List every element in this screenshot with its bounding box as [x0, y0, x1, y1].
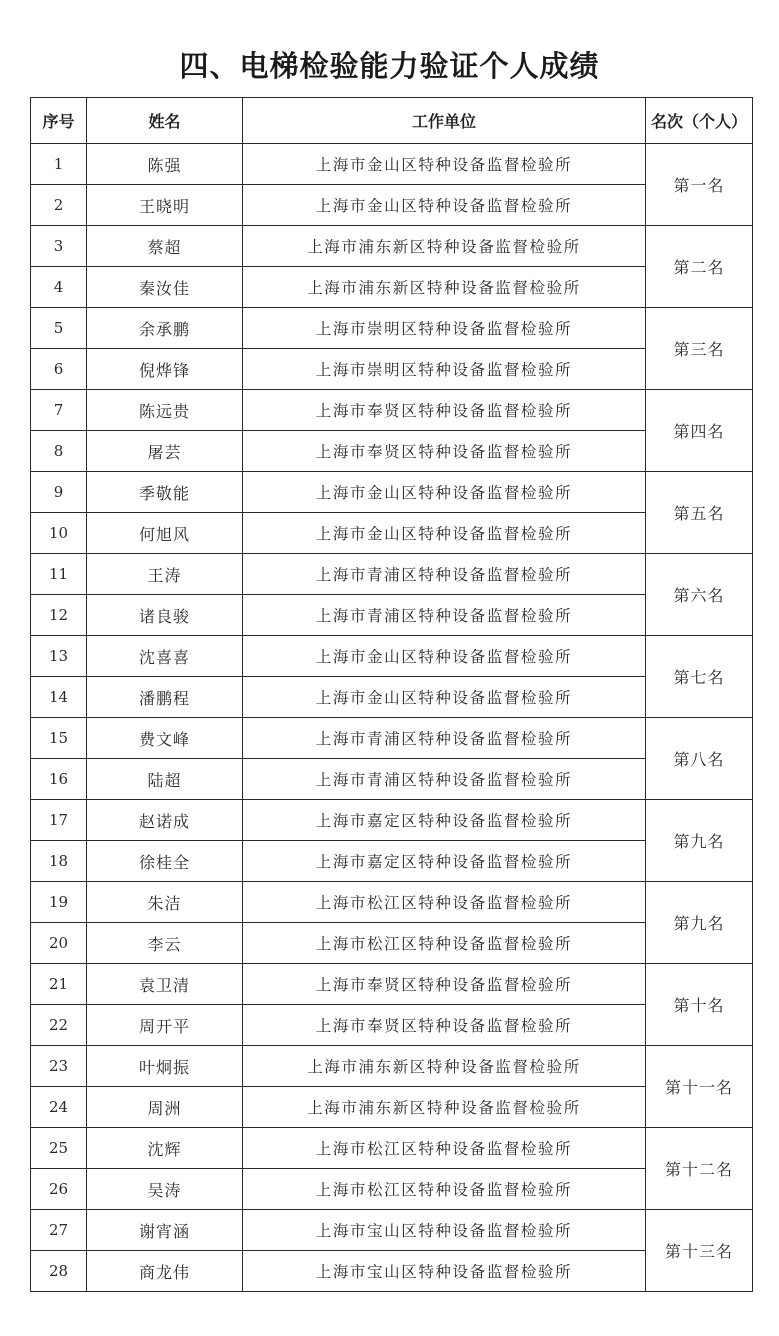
- seq-cell: 26: [31, 1169, 87, 1210]
- unit-cell: 上海市崇明区特种设备监督检验所: [243, 349, 646, 390]
- table-row: [31, 1210, 753, 1251]
- rank-cell: 第一名: [646, 144, 753, 226]
- table-row: [31, 185, 753, 226]
- name-cell: 季敬能: [87, 472, 243, 513]
- table-row: [31, 226, 753, 267]
- table-row: [31, 1005, 753, 1046]
- rank-cell: 第三名: [646, 308, 753, 390]
- name-cell: 陆超: [87, 759, 243, 800]
- name-cell: 潘鹏程: [87, 677, 243, 718]
- table-row: [31, 1128, 753, 1169]
- name-cell: 谢宵涵: [87, 1210, 243, 1251]
- seq-cell: 14: [31, 677, 87, 718]
- rank-cell: 第九名: [646, 882, 753, 964]
- unit-cell: 上海市奉贤区特种设备监督检验所: [243, 431, 646, 472]
- table-header-row: [31, 98, 753, 144]
- name-cell: 徐桂全: [87, 841, 243, 882]
- unit-cell: 上海市金山区特种设备监督检验所: [243, 677, 646, 718]
- name-cell: 蔡超: [87, 226, 243, 267]
- unit-cell: 上海市青浦区特种设备监督检验所: [243, 595, 646, 636]
- seq-cell: 3: [31, 226, 87, 267]
- name-cell: 余承鹏: [87, 308, 243, 349]
- name-cell: 袁卫清: [87, 964, 243, 1005]
- seq-cell: 15: [31, 718, 87, 759]
- name-cell: 倪烨锋: [87, 349, 243, 390]
- seq-cell: 10: [31, 513, 87, 554]
- rank-cell: 第五名: [646, 472, 753, 554]
- seq-cell: 2: [31, 185, 87, 226]
- table-row: [31, 390, 753, 431]
- table-row: [31, 677, 753, 718]
- name-cell: 朱洁: [87, 882, 243, 923]
- unit-cell: 上海市浦东新区特种设备监督检验所: [243, 1046, 646, 1087]
- table-row: [31, 472, 753, 513]
- unit-cell: 上海市金山区特种设备监督检验所: [243, 636, 646, 677]
- table-row: [31, 308, 753, 349]
- name-cell: 周洲: [87, 1087, 243, 1128]
- unit-cell: 上海市松江区特种设备监督检验所: [243, 923, 646, 964]
- name-cell: 诸良骏: [87, 595, 243, 636]
- seq-cell: 4: [31, 267, 87, 308]
- table-row: [31, 144, 753, 185]
- table-row: [31, 349, 753, 390]
- unit-cell: 上海市青浦区特种设备监督检验所: [243, 554, 646, 595]
- unit-cell: 上海市松江区特种设备监督检验所: [243, 1128, 646, 1169]
- table-row: [31, 267, 753, 308]
- unit-cell: 上海市奉贤区特种设备监督检验所: [243, 1005, 646, 1046]
- header-unit: 工作单位: [243, 98, 646, 144]
- table-row: [31, 1087, 753, 1128]
- unit-cell: 上海市松江区特种设备监督检验所: [243, 1169, 646, 1210]
- table-row: [31, 431, 753, 472]
- name-cell: 屠芸: [87, 431, 243, 472]
- seq-cell: 19: [31, 882, 87, 923]
- seq-cell: 1: [31, 144, 87, 185]
- name-cell: 沈喜喜: [87, 636, 243, 677]
- seq-cell: 6: [31, 349, 87, 390]
- name-cell: 陈远贵: [87, 390, 243, 431]
- table-row: [31, 759, 753, 800]
- unit-cell: 上海市宝山区特种设备监督检验所: [243, 1251, 646, 1292]
- seq-cell: 27: [31, 1210, 87, 1251]
- seq-cell: 22: [31, 1005, 87, 1046]
- unit-cell: 上海市奉贤区特种设备监督检验所: [243, 964, 646, 1005]
- rank-cell: 第四名: [646, 390, 753, 472]
- rank-cell: 第十二名: [646, 1128, 753, 1210]
- header-name: 姓名: [87, 98, 243, 144]
- seq-cell: 28: [31, 1251, 87, 1292]
- rank-cell: 第十一名: [646, 1046, 753, 1128]
- name-cell: 费文峰: [87, 718, 243, 759]
- unit-cell: 上海市嘉定区特种设备监督检验所: [243, 800, 646, 841]
- seq-cell: 9: [31, 472, 87, 513]
- rank-cell: 第二名: [646, 226, 753, 308]
- unit-cell: 上海市金山区特种设备监督检验所: [243, 472, 646, 513]
- seq-cell: 13: [31, 636, 87, 677]
- unit-cell: 上海市奉贤区特种设备监督检验所: [243, 390, 646, 431]
- seq-cell: 8: [31, 431, 87, 472]
- header-rank: 名次（个人）: [646, 98, 753, 144]
- seq-cell: 11: [31, 554, 87, 595]
- name-cell: 叶炯振: [87, 1046, 243, 1087]
- table-row: [31, 800, 753, 841]
- table-row: [31, 923, 753, 964]
- name-cell: 沈辉: [87, 1128, 243, 1169]
- seq-cell: 18: [31, 841, 87, 882]
- name-cell: 何旭风: [87, 513, 243, 554]
- unit-cell: 上海市金山区特种设备监督检验所: [243, 185, 646, 226]
- unit-cell: 上海市崇明区特种设备监督检验所: [243, 308, 646, 349]
- table-row: [31, 841, 753, 882]
- unit-cell: 上海市金山区特种设备监督检验所: [243, 513, 646, 554]
- unit-cell: 上海市浦东新区特种设备监督检验所: [243, 226, 646, 267]
- seq-cell: 24: [31, 1087, 87, 1128]
- seq-cell: 17: [31, 800, 87, 841]
- table-row: [31, 1169, 753, 1210]
- rank-cell: 第九名: [646, 800, 753, 882]
- name-cell: 王涛: [87, 554, 243, 595]
- table-row: [31, 1251, 753, 1292]
- rank-cell: 第十三名: [646, 1210, 753, 1292]
- name-cell: 吴涛: [87, 1169, 243, 1210]
- page-title: 四、电梯检验能力验证个人成绩: [179, 49, 600, 83]
- seq-cell: 21: [31, 964, 87, 1005]
- table-row: [31, 882, 753, 923]
- unit-cell: 上海市松江区特种设备监督检验所: [243, 882, 646, 923]
- seq-cell: 5: [31, 308, 87, 349]
- table-row: [31, 964, 753, 1005]
- table-row: [31, 718, 753, 759]
- rank-cell: 第七名: [646, 636, 753, 718]
- seq-cell: 25: [31, 1128, 87, 1169]
- unit-cell: 上海市青浦区特种设备监督检验所: [243, 718, 646, 759]
- table-row: [31, 554, 753, 595]
- seq-cell: 12: [31, 595, 87, 636]
- name-cell: 赵诺成: [87, 800, 243, 841]
- name-cell: 周开平: [87, 1005, 243, 1046]
- name-cell: 陈强: [87, 144, 243, 185]
- name-cell: 王晓明: [87, 185, 243, 226]
- unit-cell: 上海市宝山区特种设备监督检验所: [243, 1210, 646, 1251]
- table-row: [31, 595, 753, 636]
- seq-cell: 7: [31, 390, 87, 431]
- rank-cell: 第十名: [646, 964, 753, 1046]
- unit-cell: 上海市嘉定区特种设备监督检验所: [243, 841, 646, 882]
- table-row: [31, 513, 753, 554]
- seq-cell: 16: [31, 759, 87, 800]
- name-cell: 商龙伟: [87, 1251, 243, 1292]
- unit-cell: 上海市青浦区特种设备监督检验所: [243, 759, 646, 800]
- seq-cell: 23: [31, 1046, 87, 1087]
- rank-cell: 第六名: [646, 554, 753, 636]
- unit-cell: 上海市浦东新区特种设备监督检验所: [243, 1087, 646, 1128]
- seq-cell: 20: [31, 923, 87, 964]
- name-cell: 李云: [87, 923, 243, 964]
- table-row: [31, 1046, 753, 1087]
- table-row: [31, 636, 753, 677]
- rank-cell: 第八名: [646, 718, 753, 800]
- header-seq: 序号: [31, 98, 87, 144]
- name-cell: 秦汝佳: [87, 267, 243, 308]
- results-table: [30, 97, 753, 1292]
- unit-cell: 上海市金山区特种设备监督检验所: [243, 144, 646, 185]
- unit-cell: 上海市浦东新区特种设备监督检验所: [243, 267, 646, 308]
